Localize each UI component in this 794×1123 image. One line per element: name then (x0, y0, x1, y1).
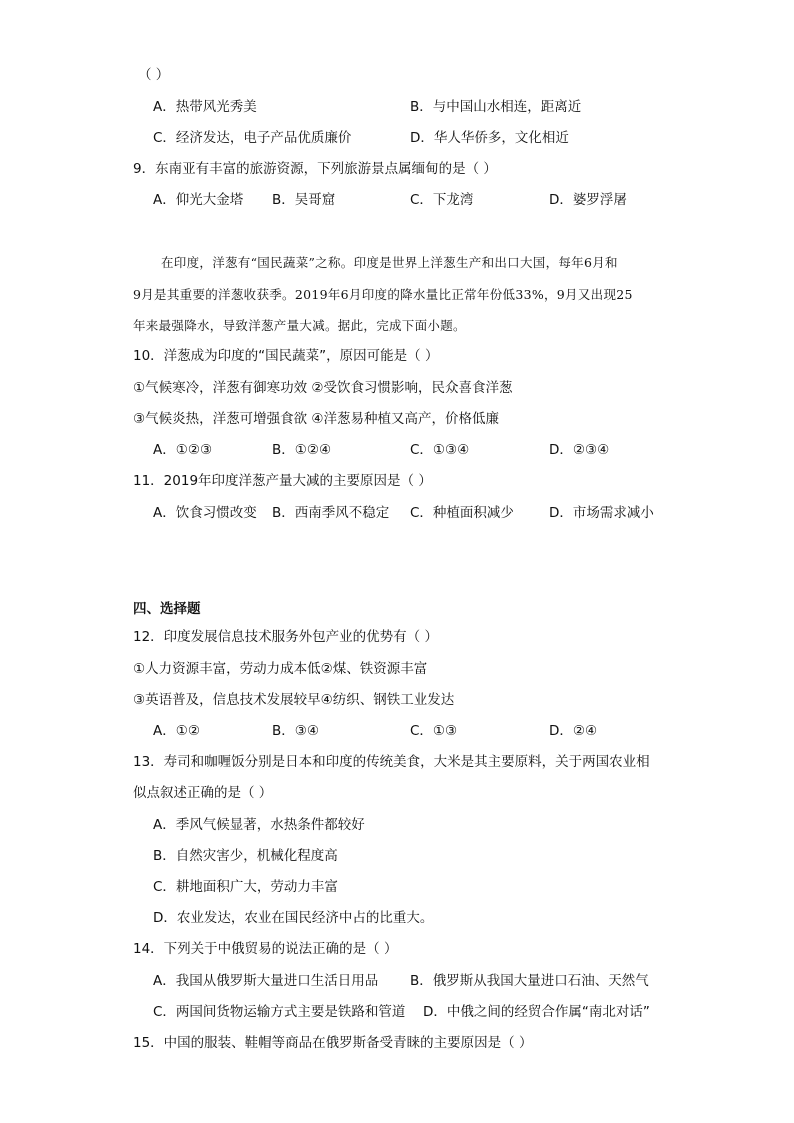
q10-option-b: B．①②④ (272, 442, 332, 458)
q8-option-d: D．华人华侨多，文化相近 (410, 130, 569, 146)
q13-option-b: B．自然灾害少，机械化程度高 (153, 848, 338, 864)
q11-option-c: C．种植面积减少 (410, 505, 514, 521)
passage-line-1: 在印度，洋葱有“国民蔬菜”之称。印度是世界上洋葱生产和出口大国，每年6月和 (161, 255, 618, 270)
q11-option-d: D．市场需求减小 (549, 505, 654, 521)
q9-option-c: C．下龙湾 (410, 192, 474, 208)
q12-statements-2: ③英语普及，信息技术发展较早④纺织、钢铁工业发达 (133, 692, 455, 708)
q14-option-d: D．中俄之间的经贸合作属“南北对话” (423, 1004, 650, 1020)
q12-statements-1: ①人力资源丰富，劳动力成本低②煤、铁资源丰富 (133, 661, 428, 677)
q13-option-d: D．农业发达，农业在国民经济中占的比重大。 (153, 910, 434, 926)
q10-stem: 10．洋葱成为印度的“国民蔬菜”，原因可能是（ ） (133, 348, 439, 364)
q10-option-a: A．①②③ (153, 442, 213, 458)
q9-option-d: D．婆罗浮屠 (549, 192, 627, 208)
q8-bracket: （ ） (138, 67, 170, 83)
q12-option-c: C．①③ (410, 723, 458, 739)
q11-option-a: A．饮食习惯改变 (153, 505, 257, 521)
q13-option-a: A．季风气候显著，水热条件都较好 (153, 817, 365, 833)
q12-stem: 12．印度发展信息技术服务外包产业的优势有（ ） (133, 629, 438, 645)
q14-option-a: A．我国从俄罗斯大量进口生活日用品 (153, 973, 379, 989)
passage-line-3: 年来最强降水，导致洋葱产量大减。据此，完成下面小题。 (133, 318, 466, 333)
q12-option-a: A．①② (153, 723, 200, 739)
q9-stem: 9．东南亚有丰富的旅游资源，下列旅游景点属缅甸的是（ ） (133, 161, 497, 177)
q12-option-b: B．③④ (272, 723, 319, 739)
q8-option-c: C．经济发达，电子产品优质廉价 (153, 130, 352, 146)
q11-stem: 11．2019年印度洋葱产量大减的主要原因是（ ） (133, 473, 432, 489)
q13-option-c: C．耕地面积广大，劳动力丰富 (153, 879, 338, 895)
q10-statements-2: ③气候炎热，洋葱可增强食欲 ④洋葱易种植又高产，价格低廉 (133, 411, 499, 427)
q13-stem-line-1: 13．寿司和咖喱饭分别是日本和印度的传统美食，大米是其主要原料，关于两国农业相 (133, 754, 650, 770)
q14-stem: 14．下列关于中俄贸易的说法正确的是（ ） (133, 941, 398, 957)
q15-stem: 15．中国的服装、鞋帽等商品在俄罗斯备受青睐的主要原因是（ ） (133, 1035, 533, 1051)
q14-option-b: B．俄罗斯从我国大量进口石油、天然气 (410, 973, 649, 989)
q10-option-c: C．①③④ (410, 442, 470, 458)
q10-option-d: D．②③④ (549, 442, 610, 458)
q10-statements-1: ①气候寒冷，洋葱有御寒功效 ②受饮食习惯影响，民众喜食洋葱 (133, 380, 513, 396)
q11-option-b: B．西南季风不稳定 (272, 505, 390, 521)
section-heading: 四、选择题 (133, 601, 201, 617)
q13-stem-line-2: 似点叙述正确的是（ ） (133, 785, 273, 801)
q8-option-b: B．与中国山水相连，距离近 (410, 99, 582, 115)
passage-line-2: 9月是其重要的洋葱收获季。2019年6月印度的降水量比正常年份低33%，9月又出现25 (133, 287, 633, 302)
q9-option-a: A．仰光大金塔 (153, 192, 244, 208)
q12-option-d: D．②④ (549, 723, 598, 739)
q8-option-a: A．热带风光秀美 (153, 99, 257, 115)
q9-option-b: B．吴哥窟 (272, 192, 336, 208)
q14-option-c: C．两国间货物运输方式主要是铁路和管道 (153, 1004, 406, 1020)
